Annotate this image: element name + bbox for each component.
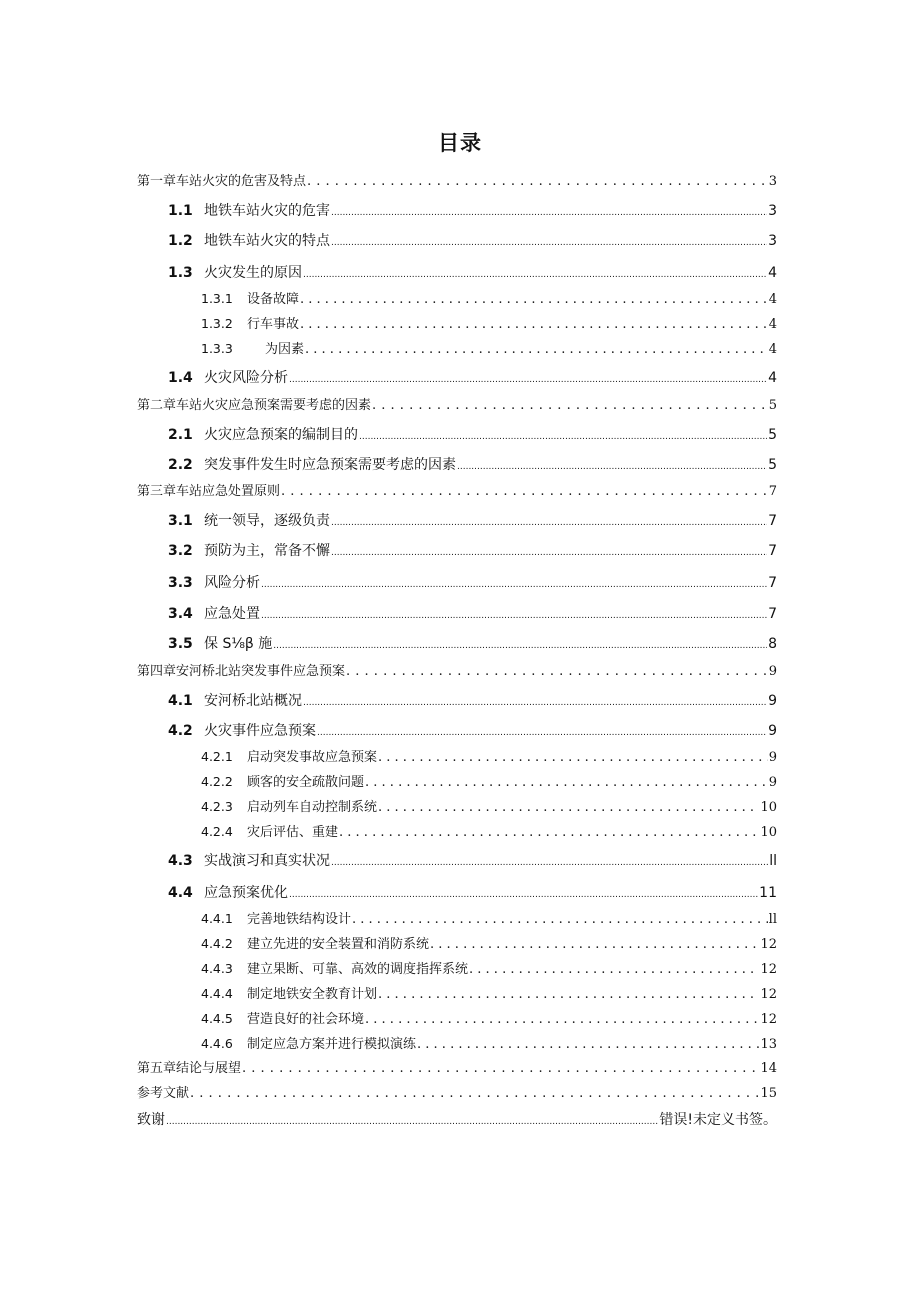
- toc-entry-page: 3: [768, 233, 777, 249]
- toc-leader-dots: [469, 961, 759, 979]
- toc-entry[interactable]: [168, 573, 777, 593]
- toc-entry[interactable]: [201, 1010, 777, 1028]
- toc-entry[interactable]: [137, 1085, 777, 1103]
- toc-entry-number: 3.1: [168, 513, 193, 529]
- toc-leader-dots: [352, 911, 768, 929]
- toc-entry[interactable]: [137, 397, 777, 415]
- toc-entry-label: 统一领导，逐级负责: [204, 513, 330, 529]
- toc-entry-number: 1.3.1: [201, 291, 233, 306]
- toc-leader-dots: [331, 231, 767, 253]
- toc-entry-label: 火灾风险分析: [204, 370, 288, 386]
- toc-entry-number: 4.4.5: [201, 1011, 233, 1026]
- toc-leader-dots: [359, 425, 767, 447]
- toc-leader-dots: [378, 986, 759, 1004]
- toc-entry-page: 7: [768, 484, 777, 499]
- toc-entry-label: 风险分析: [204, 575, 260, 591]
- toc-entry-number: 4.2: [168, 723, 193, 739]
- toc-entry[interactable]: [201, 290, 777, 308]
- toc-entry-label: 建立先进的安全装置和消防系统: [247, 937, 430, 952]
- toc-leader-dots: [242, 1060, 759, 1078]
- toc-entry-label: 保 S⅛β 施: [204, 636, 273, 652]
- toc-entry-label: 应急处置: [204, 606, 260, 622]
- toc-entry-page: 9: [768, 664, 777, 679]
- toc-leader-dots: [289, 883, 758, 905]
- toc-entry-page: 7: [768, 513, 777, 529]
- toc-entry-label: 应急预案优化: [204, 885, 288, 901]
- toc-entry-page: 7: [768, 606, 777, 622]
- toc-leader-dots: [417, 1036, 759, 1054]
- toc-entry-page: 5: [768, 398, 777, 413]
- toc-entry[interactable]: [168, 851, 777, 871]
- toc-entry-number: 4.2.4: [201, 824, 233, 839]
- toc-entry[interactable]: [168, 231, 777, 251]
- toc-entry-number: 1.1: [168, 203, 193, 219]
- toc-entry[interactable]: [201, 985, 777, 1003]
- toc-entry-page: 7: [768, 543, 777, 559]
- toc-entry[interactable]: [201, 748, 777, 766]
- toc-entry-label: 行车事故: [247, 317, 300, 332]
- toc-entry-page: 3: [768, 203, 777, 219]
- toc-entry[interactable]: [137, 663, 777, 681]
- toc-entry[interactable]: [201, 1035, 777, 1053]
- page-title: 目录: [438, 131, 482, 155]
- toc-entry-page: 9: [768, 723, 777, 739]
- toc-entry[interactable]: [168, 721, 777, 741]
- toc-leader-dots: [457, 455, 767, 477]
- toc-entry-number: 4.2.3: [201, 799, 233, 814]
- toc-entry-label: 第二章车站火灾应急预案需要考虑的因素: [137, 398, 372, 413]
- toc-leader-dots: [300, 316, 768, 334]
- toc-leader-dots: [372, 397, 768, 415]
- toc-entry[interactable]: [168, 425, 777, 445]
- toc-entry-number: 1.3.2: [201, 316, 233, 331]
- toc-entry-page: 10: [760, 825, 777, 840]
- toc-entry-label: 第一章车站火灾的危害及特点: [137, 174, 307, 189]
- toc-entry-page: 5: [768, 427, 777, 443]
- toc-entry[interactable]: [201, 910, 777, 928]
- toc-entry-label: 致谢: [137, 1112, 165, 1128]
- toc-leader-dots: [289, 368, 767, 390]
- toc-entry-label: 安河桥北站概况: [204, 693, 302, 709]
- toc-leader-dots: [346, 663, 768, 681]
- toc-entry-page: 10: [760, 800, 777, 815]
- toc-entry[interactable]: [168, 368, 777, 388]
- toc-entry-label: 启动列车自动控制系统: [247, 800, 378, 815]
- toc-entry[interactable]: [168, 455, 777, 475]
- toc-entry-number: 4.3: [168, 853, 193, 869]
- toc-entry[interactable]: [168, 634, 777, 654]
- toc-entry[interactable]: [168, 541, 777, 561]
- toc-entry-page: 3: [768, 174, 777, 189]
- toc-entry-number: 1.2: [168, 233, 193, 249]
- toc-entry-page: 4: [768, 292, 777, 307]
- toc-leader-dots: [430, 936, 759, 954]
- toc-entry-number: 4.4.2: [201, 936, 233, 951]
- toc-leader-dots: [339, 824, 759, 842]
- toc-entry-page: 7: [768, 575, 777, 591]
- toc-entry-number: 4.4.4: [201, 986, 233, 1001]
- toc-entry-label: 火灾应急预案的编制目的: [204, 427, 358, 443]
- toc-entry[interactable]: [201, 823, 777, 841]
- toc-entry-number: 1.4: [168, 370, 193, 386]
- toc-entry[interactable]: [201, 340, 777, 358]
- toc-entry[interactable]: [168, 263, 777, 283]
- toc-leader-dots: [331, 511, 767, 533]
- toc-leader-dots: [331, 851, 768, 873]
- toc-entry-page: 4: [768, 370, 777, 386]
- toc-entry-number: 1.3.3: [201, 341, 233, 356]
- toc-entry[interactable]: [168, 883, 777, 903]
- toc-entry-page: 14: [760, 1061, 777, 1076]
- toc-leader-dots: [378, 799, 759, 817]
- toc-entry-page: 12: [760, 937, 777, 952]
- toc-entry[interactable]: [137, 483, 777, 501]
- toc-entry-number: 3.3: [168, 575, 193, 591]
- toc-entry-label: 地铁车站火灾的特点: [204, 233, 330, 249]
- toc-entry-label: 火灾事件应急预案: [204, 723, 316, 739]
- toc-entry-label: 顾客的安全疏散问题: [247, 775, 365, 790]
- toc-entry-page: 11: [759, 885, 777, 901]
- toc-entry[interactable]: [168, 691, 777, 711]
- toc-leader-dots: [331, 541, 767, 563]
- toc-entry[interactable]: [201, 773, 777, 791]
- toc-entry-label: 参考文献: [137, 1086, 190, 1101]
- toc-leader-dots: [261, 573, 767, 595]
- toc-leader-dots: [331, 201, 767, 223]
- toc-leader-dots: [281, 483, 768, 501]
- toc-entry-number: 1.3: [168, 265, 193, 281]
- toc-entry-page: 错误!未定义书签。: [659, 1112, 777, 1128]
- toc-entry[interactable]: [201, 960, 777, 978]
- toc-entry-label: 设备故障: [247, 292, 300, 307]
- toc-entry-label: 启动突发事故应急预案: [247, 750, 378, 765]
- toc-leader-dots: [303, 691, 767, 713]
- toc-entry-label: 营造良好的社会环境: [247, 1012, 365, 1027]
- toc-leader-dots: [307, 173, 768, 191]
- toc-leader-dots: [305, 341, 768, 359]
- toc-entry-label: 灾后评估、重建: [247, 825, 339, 840]
- toc-entry-number: 3.5: [168, 636, 193, 652]
- toc-entry-page: 4: [768, 317, 777, 332]
- toc-entry-page: 12: [760, 962, 777, 977]
- toc-entry[interactable]: [201, 315, 777, 333]
- toc-leader-dots: [317, 721, 767, 743]
- toc-entry-number: 4.4.6: [201, 1036, 233, 1051]
- toc-entry-number: 4.1: [168, 693, 193, 709]
- toc-entry-label: 制定应急方案并进行模拟演练: [247, 1037, 417, 1052]
- toc-entry-page: 9: [768, 750, 777, 765]
- toc-entry-label: 建立果断、可靠、高效的调度指挥系统: [247, 962, 469, 977]
- toc-entry-page: 5: [768, 457, 777, 473]
- toc-entry-label: 为因素: [265, 342, 305, 357]
- toc-entry-label: 第五章结论与展望: [137, 1061, 242, 1076]
- toc-entry-label: 地铁车站火灾的危害: [204, 203, 330, 219]
- toc-leader-dots: [166, 1110, 658, 1132]
- toc-leader-dots: [261, 604, 767, 626]
- toc-entry-number: 2.1: [168, 427, 193, 443]
- toc-entry-page: 15: [760, 1086, 777, 1101]
- toc-entry-number: 4.2.2: [201, 774, 233, 789]
- toc-entry[interactable]: [168, 511, 777, 531]
- toc-entry-number: 4.4.1: [201, 911, 233, 926]
- toc-leader-dots: [378, 749, 768, 767]
- toc-entry-page: ll: [768, 912, 777, 927]
- toc-entry-page: 13: [760, 1037, 777, 1052]
- toc-entry-page: ll: [769, 853, 777, 869]
- toc-entry-label: 制定地铁安全教育计划: [247, 987, 378, 1002]
- toc-entry-page: 4: [768, 265, 777, 281]
- toc-entry[interactable]: [137, 173, 777, 191]
- toc-entry-label: 火灾发生的原因: [204, 265, 302, 281]
- toc-leader-dots: [303, 263, 767, 285]
- toc-entry[interactable]: [137, 1110, 777, 1130]
- toc-entry-number: 4.2.1: [201, 749, 233, 764]
- toc-entry-page: 9: [768, 775, 777, 790]
- toc-entry[interactable]: [168, 201, 777, 221]
- toc-entry[interactable]: [201, 935, 777, 953]
- toc-entry-label: 完善地铁结构设计: [247, 912, 352, 927]
- toc-entry-number: 4.4.3: [201, 961, 233, 976]
- toc-leader-dots: [273, 634, 767, 656]
- toc-entry-page: 4: [768, 342, 777, 357]
- toc-entry-label: 突发事件发生时应急预案需要考虑的因素: [204, 457, 456, 473]
- toc-entry-number: 2.2: [168, 457, 193, 473]
- toc-entry-number: 3.4: [168, 606, 193, 622]
- toc-leader-dots: [190, 1085, 759, 1103]
- toc-entry-page: 9: [768, 693, 777, 709]
- toc-entry-label: 第三章车站应急处置原则: [137, 484, 281, 499]
- toc-entry-label: 第四章安河桥北站突发事件应急预案: [137, 664, 346, 679]
- toc-entry-page: 12: [760, 1012, 777, 1027]
- toc-entry[interactable]: [201, 798, 777, 816]
- toc-leader-dots: [365, 1011, 759, 1029]
- toc-entry-number: 3.2: [168, 543, 193, 559]
- toc-leader-dots: [300, 291, 768, 309]
- toc-entry-label: 实战演习和真实状况: [204, 853, 330, 869]
- toc-entry-number: 4.4: [168, 885, 193, 901]
- toc-entry-page: 12: [760, 987, 777, 1002]
- toc-entry[interactable]: [137, 1060, 777, 1078]
- toc-entry-page: 8: [768, 636, 777, 652]
- toc-leader-dots: [365, 774, 768, 792]
- toc-entry-label: 预防为主，常备不懈: [204, 543, 330, 559]
- toc-entry[interactable]: [168, 604, 777, 624]
